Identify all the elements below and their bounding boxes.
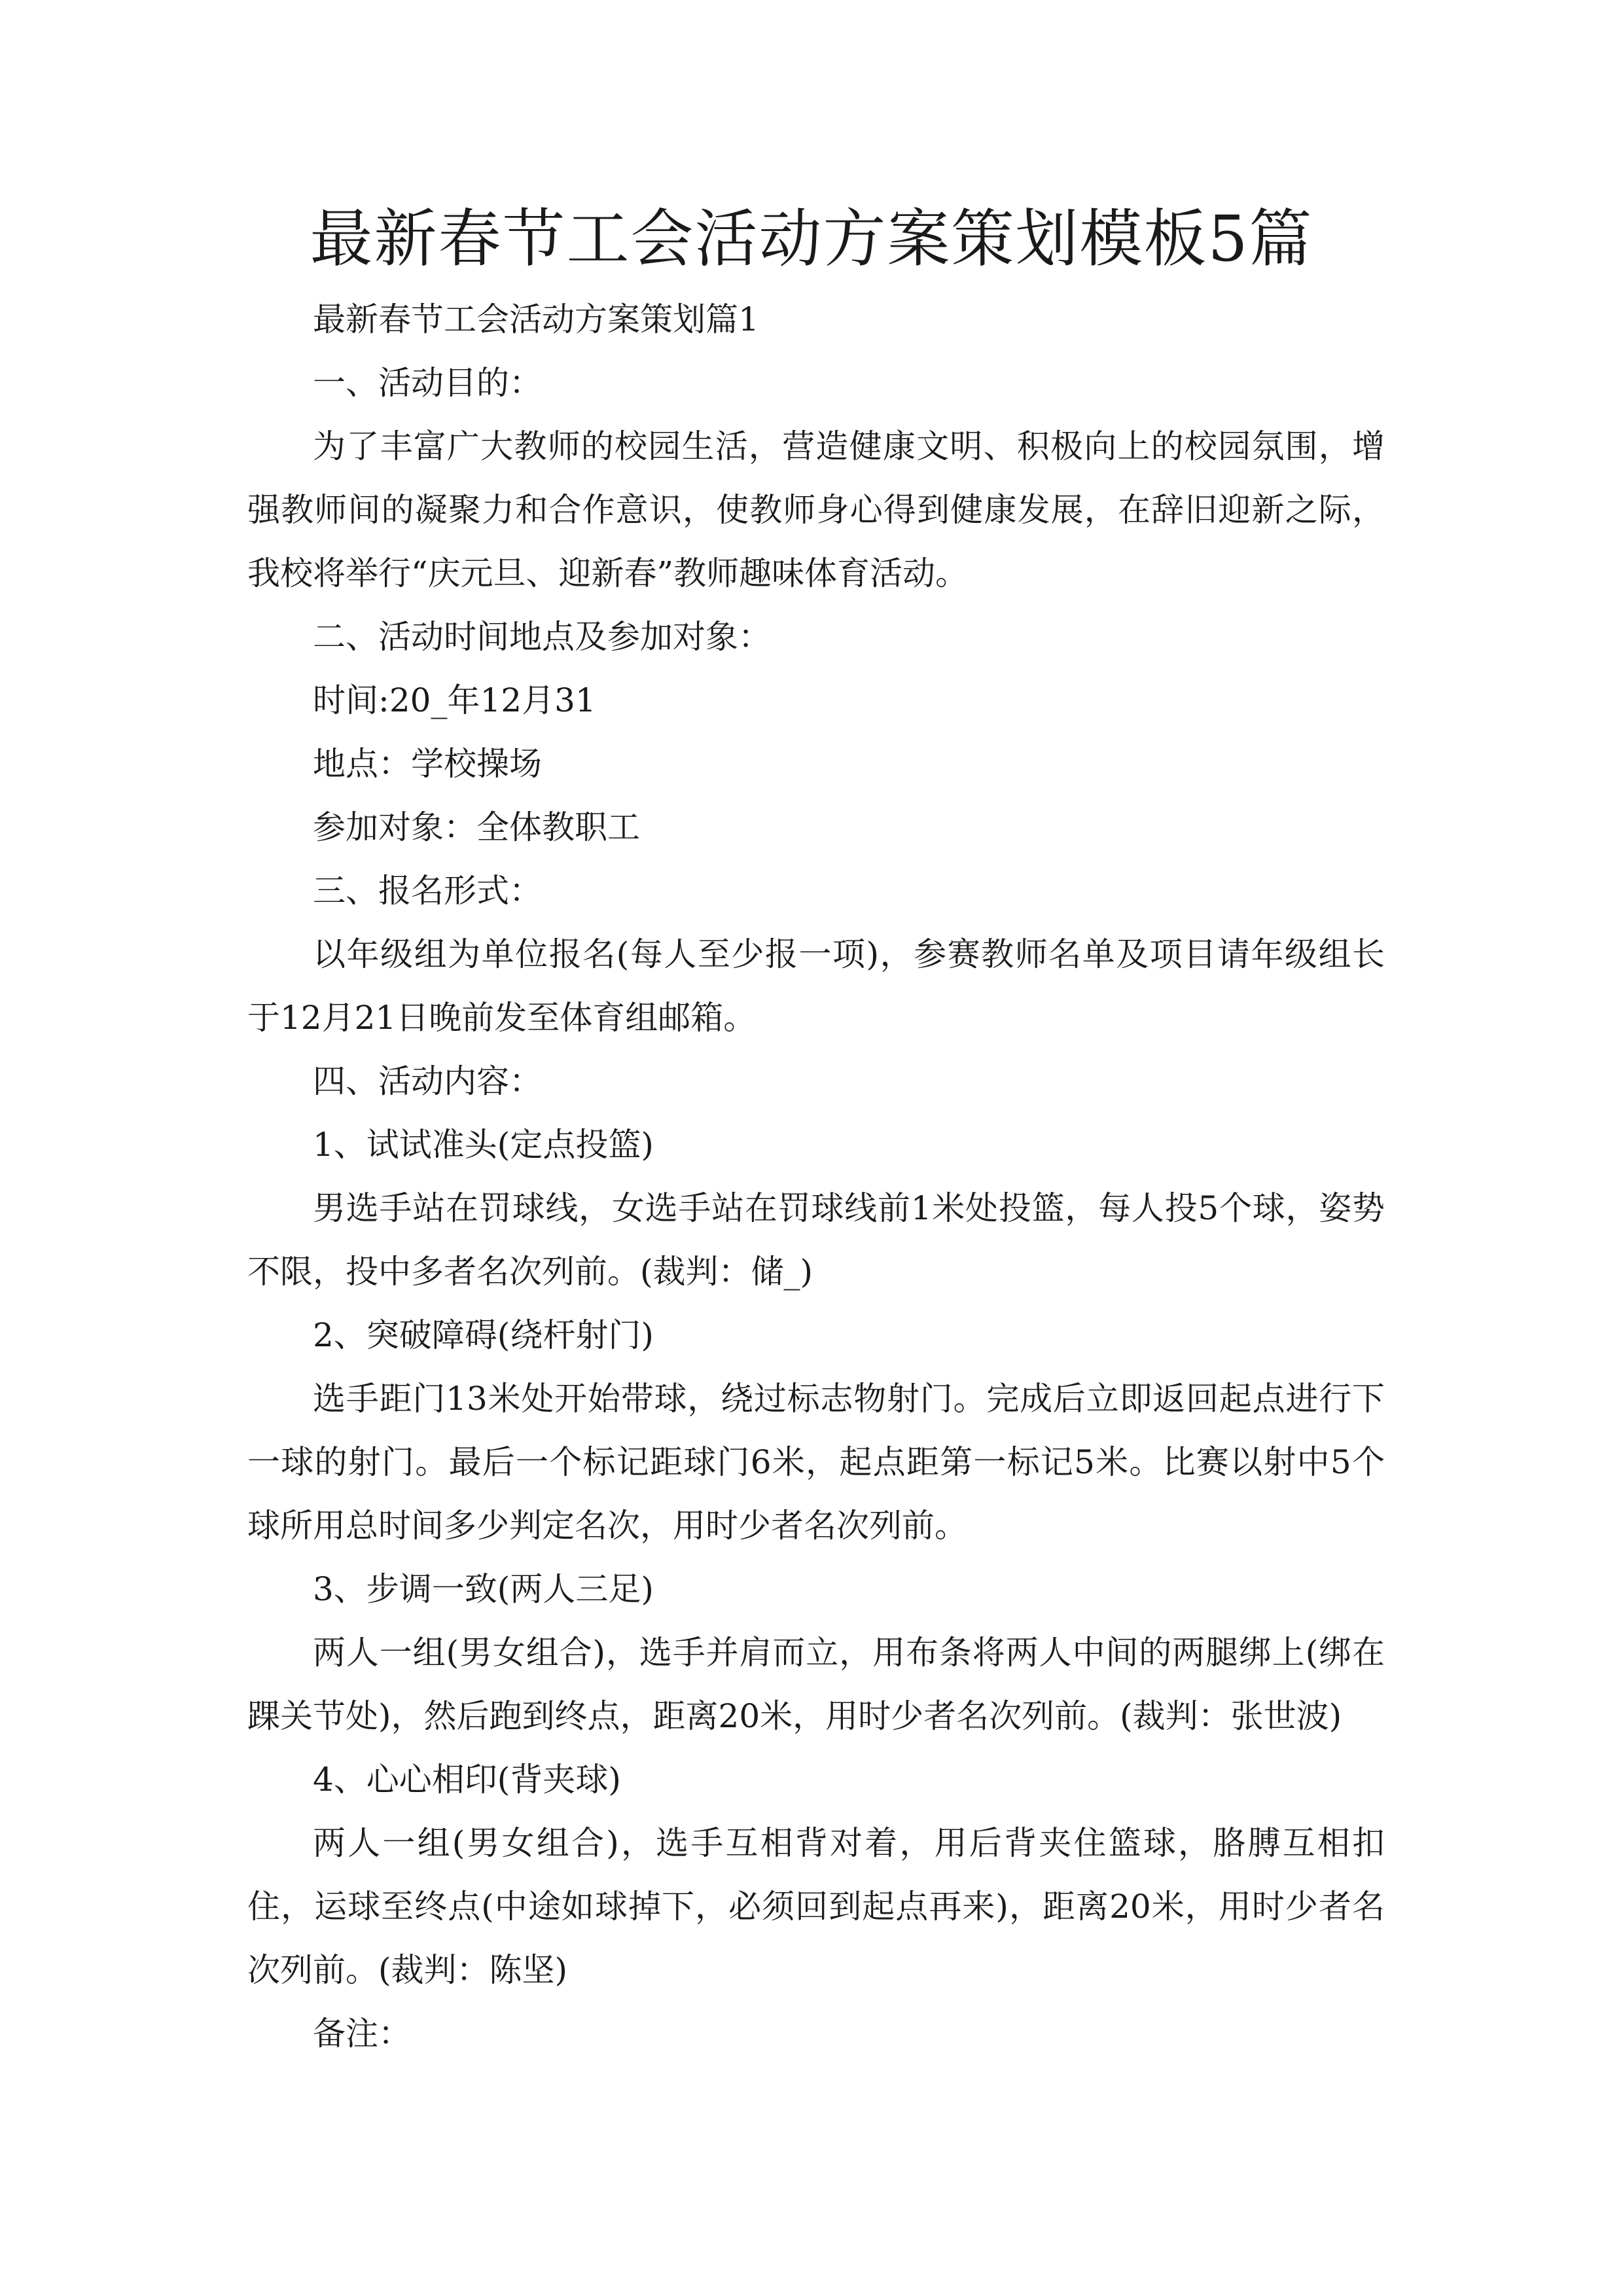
body-paragraph: 两人一组(男女组合)，选手并肩而立，用布条将两人中间的两腿绑上(绑在踝关节处)，然后跑到终点，距离20米，用时少者名次列前。(裁判：张世波) <box>247 1634 1385 1735</box>
section-heading: 四、活动内容： <box>313 1062 542 1100</box>
section-heading: 三、报名形式： <box>313 872 542 910</box>
body-paragraph: 地点：学校操场 <box>313 745 542 783</box>
body-paragraph: 男选手站在罚球线，女选手站在罚球线前1米处投篮，每人投5个球，姿势不限，投中多者名次列前。(裁判：储_) <box>247 1189 1385 1291</box>
note-label: 备注： <box>313 2015 411 2053</box>
document-title: 最新春节工会活动方案策划模板5篇 <box>310 202 1313 276</box>
body-paragraph: 两人一组(男女组合)，选手互相背对着，用后背夹住篮球，胳膊互相扣住，运球至终点(中途如球掉下，必须回到起点再来)，距离20米，用时少者名次列前。(裁判：陈坚) <box>247 1824 1385 1989</box>
item-heading: 2、突破障碍(绕杆射门) <box>313 1316 654 1354</box>
section-heading: 最新春节工会活动方案策划篇1 <box>313 300 759 338</box>
section-heading: 二、活动时间地点及参加对象： <box>313 618 771 656</box>
body-paragraph: 以年级组为单位报名(每人至少报一项)，参赛教师名单及项目请年级组长于12月21日晚前发至体育组邮箱。 <box>247 935 1385 1037</box>
section-heading: 一、活动目的： <box>313 364 542 402</box>
item-heading: 1、试试准头(定点投篮) <box>313 1126 654 1164</box>
body-paragraph: 为了丰富广大教师的校园生活，营造健康文明、积极向上的校园氛围，增强教师间的凝聚力和合作意识，使教师身心得到健康发展，在辞旧迎新之际，我校将举行“庆元旦、迎新春”教师趣味体育活动。 <box>247 427 1385 592</box>
item-heading: 4、心心相印(背夹球) <box>313 1761 621 1799</box>
body-paragraph: 选手距门13米处开始带球，绕过标志物射门。完成后立即返回起点进行下一球的射门。最后一个标记距球门6米，起点距第一标记5米。比赛以射中5个球所用总时间多少判定名次，用时少者名次列前。 <box>247 1380 1385 1545</box>
body-paragraph: 时间:20_年12月31 <box>313 681 596 719</box>
document-body <box>247 288 1385 2066</box>
body-paragraph: 参加对象：全体教职工 <box>313 808 640 846</box>
item-heading: 3、步调一致(两人三足) <box>313 1570 654 1608</box>
